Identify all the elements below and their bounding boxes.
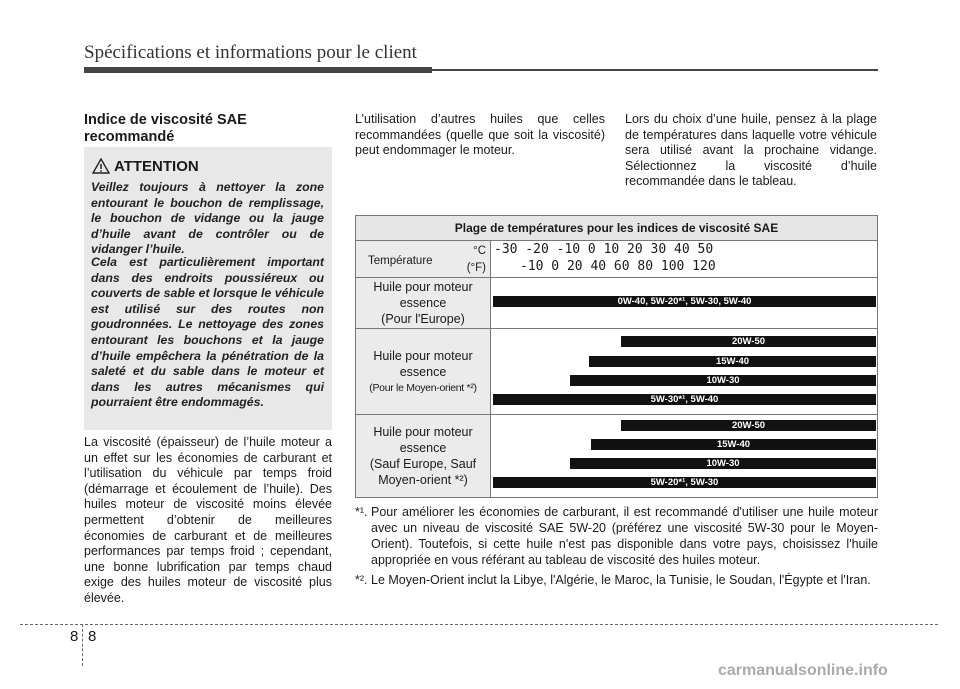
- page-number-section: 8: [70, 628, 79, 645]
- header-rule: [432, 69, 878, 71]
- row-label-line: (Pour l'Europe): [381, 312, 465, 326]
- viscosity-bar: 20W-50: [621, 420, 876, 431]
- section-title: Indice de viscosité SAE recommandé: [84, 112, 247, 145]
- table-row-europe: [356, 278, 877, 329]
- body-paragraph: Lors du choix d’une huile, pensez à la plage de températures dans laquelle votre véhicule sera utilisé avant la prochaine vidange. Sélectionnez la viscosité d’huile recommandée dans le tableau.: [625, 112, 877, 189]
- row-label-line: essence: [399, 296, 447, 310]
- header-bar: [84, 67, 432, 73]
- viscosity-bar: 15W-40: [591, 439, 876, 450]
- attention-heading: ATTENTION: [114, 158, 199, 175]
- viscosity-table: [355, 215, 878, 498]
- table-row-other: [356, 415, 877, 497]
- viscosity-bar: 20W-50: [621, 336, 876, 347]
- footnote-mark: *².: [355, 573, 368, 587]
- unit-celsius: °C: [473, 245, 486, 257]
- watermark: carmanualsonline.info: [718, 662, 888, 679]
- footnote-1: [355, 504, 878, 568]
- row-label-line: Huile pour moteur: [373, 348, 473, 363]
- attention-paragraph: Veillez toujours à nettoyer la zone entourant le bouchon de remplissage, le bouchon de vidange ou la jauge d’huile avant de contrôler ou de vidanger l’huile.: [91, 180, 324, 257]
- row-label-line: essence: [399, 364, 447, 379]
- temperature-label: Température: [368, 255, 433, 267]
- row-label-line: Huile pour moteur: [373, 425, 473, 439]
- footnote-text: Le Moyen-Orient inclut la Libye, l'Algérie, le Maroc, la Tunisie, le Soudan, l'Égypte et l'Iran.: [371, 573, 871, 587]
- row-label-line: (Pour le Moyen-orient *²): [369, 381, 477, 394]
- row-label-line: Moyen-orient *²): [378, 473, 468, 487]
- viscosity-bar: 5W-20*¹, 5W-30: [493, 477, 876, 488]
- page-number: 8: [88, 628, 97, 645]
- viscosity-bar: 10W-30: [570, 375, 876, 386]
- footnote-mark: *¹.: [355, 505, 368, 519]
- row-label-line: essence: [399, 441, 447, 455]
- attention-box: [84, 147, 332, 430]
- footnote-text: Pour améliorer les économies de carburant, il est recommandé d'utiliser une huile moteur avec un niveau de viscosité SAE 5W-20 (préférez une viscosité 5W-30 pour le Moyen-Orient). Toutefois, si cette huile n'est pas disponible dans votre pays, choisissez l'huile appropriée en vous référant au tableau de viscosité des huiles moteur.: [371, 505, 878, 567]
- table-row-temperature: [356, 241, 877, 278]
- attention-paragraph: Cela est particulièrement important dans des endroits poussiéreux ou couverts de sable et lorsque le véhicule est utilisé sur des routes non goudronnées. Le nettoyage des zones entourant les bouchons et la jauge d’huile empêchera la pénétration de la saleté et du sable dans le moteur et dans les autres mécanismes qui pourraient être endommagés.: [91, 255, 324, 410]
- scale-celsius: -30 -20 -10 0 10 20 30 40 50: [494, 242, 714, 257]
- unit-fahrenheit: (°F): [466, 262, 486, 274]
- warning-icon: [92, 158, 110, 174]
- table-row-middle-east: [356, 329, 877, 415]
- header-title: Spécifications et informations pour le client: [84, 42, 417, 63]
- footer-divider: [82, 624, 83, 666]
- viscosity-bar: 0W-40, 5W-20*¹, 5W-30, 5W-40: [493, 296, 876, 307]
- scale-fahrenheit: -10 0 20 40 60 80 100 120: [520, 259, 716, 274]
- table-title: Plage de températures pour les indices de viscosité SAE: [356, 216, 877, 241]
- body-paragraph: La viscosité (épaisseur) de l’huile moteur a un effet sur les économies de carburant et l’utilisation du véhicule par temps froid (démarrage et écoulement de l’huile). Des huiles moteur de viscosité moins élevée permettent d’obtenir de meilleures économies de carburant et de meilleures performances par temps froid ; cependant, une bonne lubrification par temps chaud exige des huiles moteur de viscosité plus élevée.: [84, 435, 332, 605]
- footer-rule: [20, 624, 938, 625]
- footnote-2: [355, 572, 878, 588]
- viscosity-bar: 15W-40: [589, 356, 876, 367]
- viscosity-bar: 10W-30: [570, 458, 876, 469]
- row-label-line: (Sauf Europe, Sauf: [369, 457, 477, 471]
- body-paragraph: L’utilisation d’autres huiles que celles recommandées (quelle que soit la viscosité) peut endommager le moteur.: [355, 112, 605, 158]
- viscosity-bar: 5W-30*¹, 5W-40: [493, 394, 876, 405]
- row-label-line: Huile pour moteur: [373, 280, 473, 294]
